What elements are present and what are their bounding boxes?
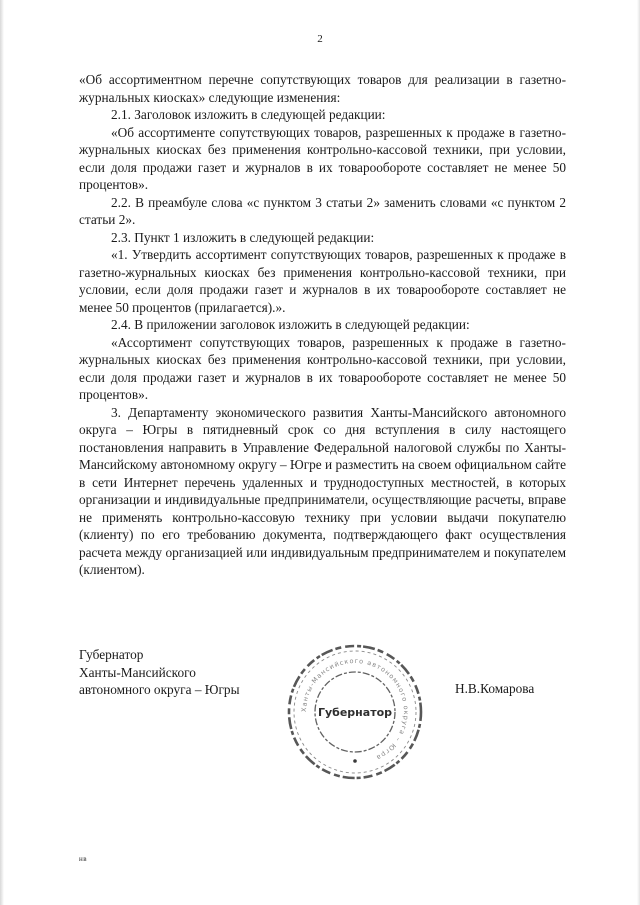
signature-title-line-3: автономного округа – Югры [79,682,240,697]
official-seal [284,641,426,783]
paragraph-7: 2.4. В приложении заголовок изложить в следующей редакции: [111,317,470,332]
seal-center-text: Губернатор [317,706,393,719]
paragraph-4: 2.2. В преамбуле слова «с пунктом 3 статьи 2» заменить словами «с пунктом 2 статьи 2». [79,194,566,227]
seal-ring-text-path: Ханты-Мансийского автономного округа – Югра [299,656,411,763]
seal-graphic [284,641,426,783]
footer-executor-mark: нв [79,855,88,863]
signature-block [79,646,240,699]
paragraph-2: 2.1. Заголовок изложить в следующей редакции: [111,107,386,122]
signature-title-line-2: Ханты-Мансийского [79,664,196,680]
paragraph-8: «Ассортимент сопутствующих товаров, разрешенных к продаже в газетно-журнальных киосках без применения контрольно-кассовой техники, при условии, если доля продажи газет и журналов в их товарообороте составляет не менее 50 процентов». [79,334,566,402]
paragraph-3: «Об ассортименте сопутствующих товаров, разрешенных к продаже в газетно-журнальных киосках без применения контрольно-кассовой техники, при условии, если доля продажи газет и журналов в их товарообороте составляет не менее 50 процентов». [79,124,566,192]
page-number: 2 [317,33,323,45]
paragraph-1: «Об ассортиментном перечне сопутствующих товаров для реализации в газетно-журнальных киосках» следующие изменения: [79,72,566,105]
signature-title: Губернатор [79,647,144,662]
paragraph-6: «1. Утвердить ассортимент сопутствующих товаров, разрешенных к продаже в газетно-журнальных киосках без применения контрольно-кассовой техники, при условии, если доля продажи газет и журналов в их товарообороте составляет не менее 50 процентов (прилагается).». [79,247,566,315]
document-body [79,71,566,579]
scan-edge-left [0,0,4,905]
seal-star [353,759,357,763]
signer-name: Н.В.Комарова [455,681,535,696]
paragraph-5: 2.3. Пункт 1 изложить в следующей редакции: [111,229,375,245]
paragraph-9: 3. Департаменту экономического развития Ханты-Мансийского автономного округа – Югры в пятидневный срок со дня вступления в силу настоящего постановления направить в Управление Федеральной налоговой службы по Ханты-Мансийскому автономному округу – Югре и разместить на своем официальном сайте в сети Интернет перечень удаленных и труднодоступных местностей, в которых организации и индивидуальные предприниматели, осуществляющие расчеты, вправе не применять контрольно-кассовую технику при условии выдачи покупателю (клиенту) по его требованию документа, подтверждающего факт осуществления расчета между организацией или индивидуальным предпринимателем и покупателем (клиентом). [79,404,567,577]
